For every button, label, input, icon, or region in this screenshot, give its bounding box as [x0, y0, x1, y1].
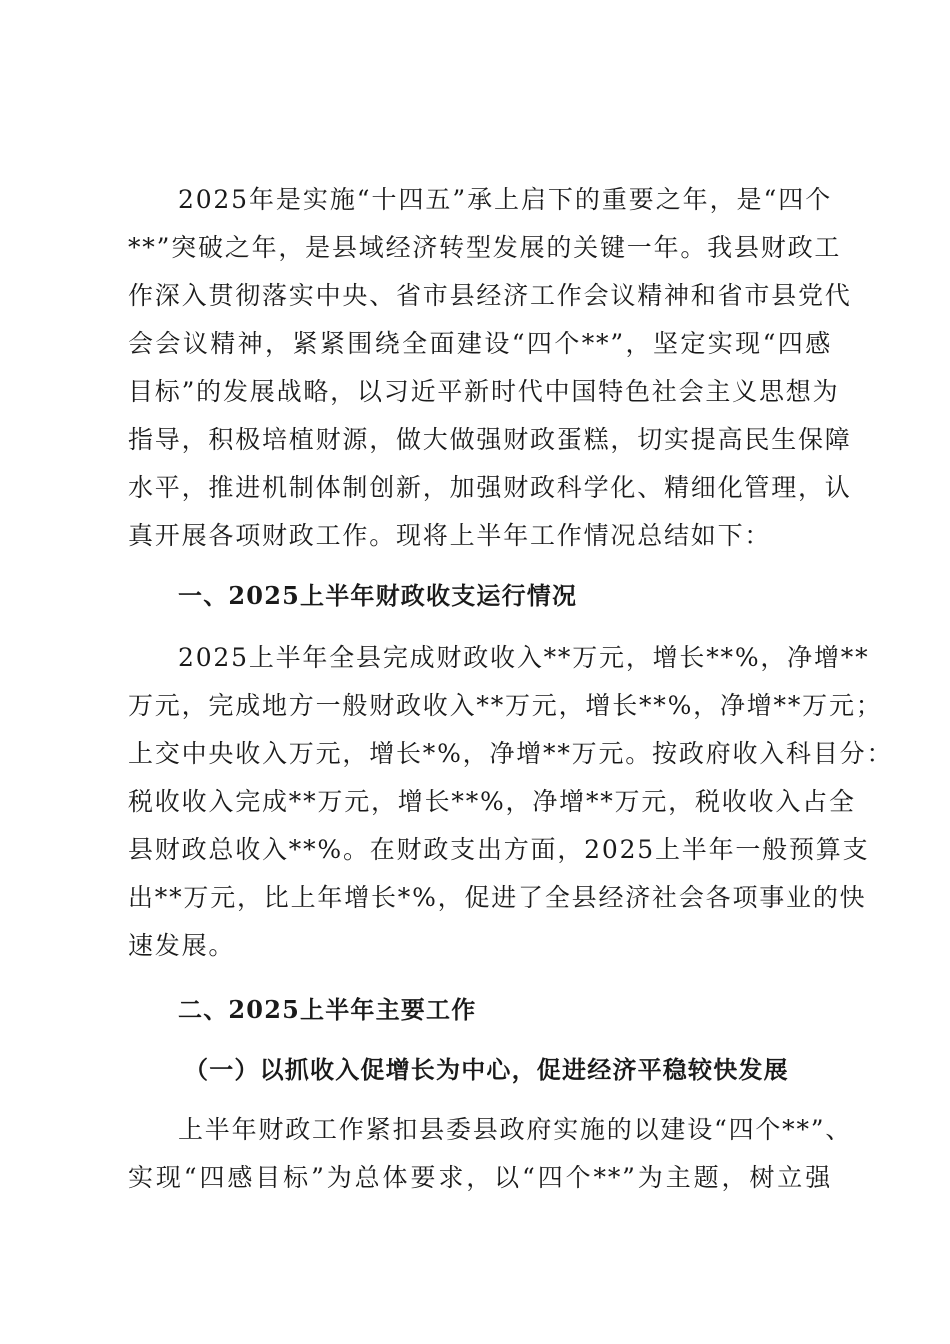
paragraph-line: 2025年是实施“十四五”承上启下的重要之年，是“四个 [178, 185, 832, 214]
paragraph-line: 上交中央收入万元，增长*%，净增**万元。按政府收入科目分： [128, 739, 894, 768]
paragraph-line: 作深入贯彻落实中央、省市县经济工作会议精神和省市县党代 [128, 281, 852, 310]
paragraph-line: 会会议精神，紧紧围绕全面建设“四个**”，坚定实现“四感 [128, 329, 832, 358]
intro-paragraph [128, 176, 852, 560]
section-heading-main-work: 二、2025上半年主要工作 [178, 995, 477, 1024]
paragraph-line: 上半年财政工作紧扣县委县政府实施的以建设“四个**”、 [178, 1115, 853, 1144]
paragraph-line: 速发展。 [128, 931, 236, 960]
paragraph-line: 税收收入完成**万元，增长**%，净增**万元，税收收入占全 [128, 787, 856, 816]
paragraph-line: 出**万元，比上年增长*%，促进了全县经济社会各项事业的快 [128, 883, 867, 912]
paragraph-line: 万元，完成地方一般财政收入**万元，增长**%，净增**万元； [128, 691, 883, 720]
document-page [128, 176, 894, 1202]
paragraph-line: 真开展各项财政工作。现将上半年工作情况总结如下： [128, 521, 772, 550]
section-heading-revenue: 一、2025上半年财政收支运行情况 [178, 581, 578, 610]
subsection-heading: （一）以抓收入促增长为中心，促进经济平稳较快发展 [184, 1055, 789, 1084]
revenue-paragraph [128, 634, 894, 970]
paragraph-line: 实现“四感目标”为总体要求，以“四个**”为主题，树立强 [128, 1163, 832, 1192]
paragraph-line: 目标”的发展战略，以习近平新时代中国特色社会主义思想为 [128, 377, 840, 406]
work-paragraph [128, 1106, 853, 1202]
paragraph-line: 指导，积极培植财源，做大做强财政蛋糕，切实提高民生保障 [128, 425, 852, 454]
paragraph-line: **”突破之年，是县域经济转型发展的关键一年。我县财政工 [128, 233, 842, 262]
paragraph-line: 2025上半年全县完成财政收入**万元，增长**%，净增** [178, 643, 870, 672]
paragraph-line: 水平，推进机制体制创新，加强财政科学化、精细化管理，认 [128, 473, 852, 502]
paragraph-line: 县财政总收入**%。在财政支出方面，2025上半年一般预算支 [128, 835, 870, 864]
